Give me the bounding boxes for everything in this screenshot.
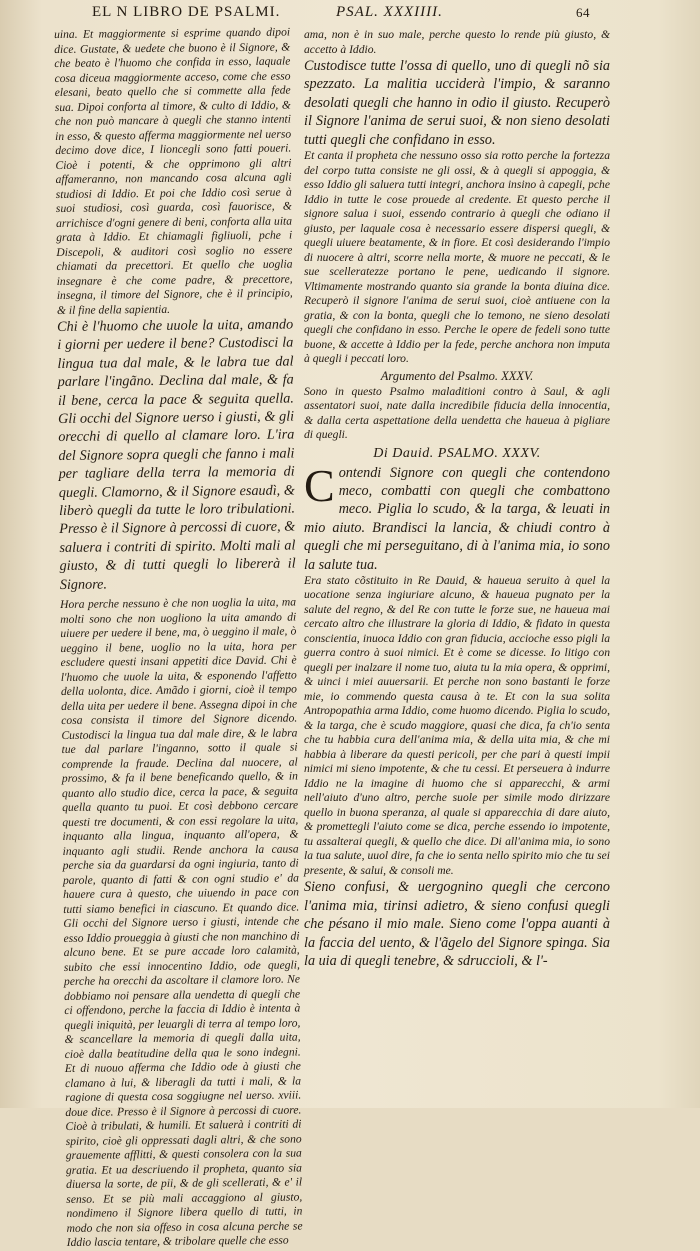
commentary-paragraph: Hora perche nessuno è che non uoglia la uita, ma molti sono che non uogliono la uita amando di uiuere per uedere il bene, ma, ò ueggino il male, ò ueggino il bene, uoglio no la uita, hora per escludere questi insani appetiti dice David. Chi è l'huomo che uuole la uita, & esponendo l'affetto della uolonta, dice. Amãdo i giorni, cioè il tempo della uita per uedere il bene. Assegna dipoi in che cosa consista il timore del Signore dicendo. Custodisci la lingua tua dal male dire, & le labra tue dal parlare l'inganno, sotto il quale si comprende la fraude. Declina dal nuocere, al prossimo, & fa il bene beneficando quello, & in quanto allo studio dice, cerca la pace, & seguita quella quanto tu puoi. Et così debbono cercare questi tre documenti, & con essi regolare la uita, inquanto alla lingua, inquanto all'opera, & inquanto agli studii. Rende anchora la causa perche sia da guardarsi da ogni ingiuria, tanto di parole, quanto di fatti & con ogni studio e' da hauere cura à questo, che uiuendo in pace con tutti siamo benefici in ciascuno. Et quando dice. Gli occhi del Signore uerso i giusti, intende che esso Iddio proueggia à giusti che non manchino di alcuno bene. Et se pure accade loro calamità, subito che essi innocentino Iddio, ode quegli, perche ha orecchi da ascoltare il clamore loro. Ne dobbiamo noi pensare alla uendetta di quegli che ci offendono, perche la faccia di Iddio è intenta à quegli iniquità, per leuargli di terra al tempo loro, & scancellare la memoria di quegli dalla uita, cioè dalla beatitudine della qua le sono indegni. Et di nuouo afferma che Iddio ode à giusti che clamano à lui, & liberagli da tutti i mali, & la ragione di questa cosa soggiugne nel uerso. xviii. doue dice. Presso è il Signore à percossi di cuore. Cioè à tribulati, & humili. Et saluerà i contriti di spirito, cioè gli oppressati dagli altri, & che sono grauemente afflitti, & questi consolera con la sua gratia. Et ua descriuendo il propheta, quanto sia diuersa la sorte, de pii, & de gli scellerati, & e' il senso. Et se più mali accaggiono al giusto, nondimeno il Signore libera quello di tutti, in modo che non sia offeso in cosa alcuna perche se Iddio lascia tentare, & tribolare quelle che esso — [59, 595, 303, 1250]
psalm-verse-paragraph: Chi è l'huomo che uuole la uita, amando i giorni per uedere il bene? Custodisci la lingua tua dal male, & le labra tue dal parlare l'ingãno. Declina dal male, & fa il bene, cerca la pace & seguita quella. Gli occhi del Signore uerso i giusti, & gli orecchi di quello al clamare loro. L'ira del Signore sopra quegli che fanno i mali per tagliare della terra la memoria di quegli. Clamorno, & il Signore esaudì, & liberò quegli da tutte le loro tribulationi. Presso è il Signore à percossi di cuore, & saluera i contriti di spirito. Molti mali al giusto, & di tutti quegli lo libererà il Signore. — [57, 316, 296, 593]
left-column — [54, 25, 303, 1250]
argument-heading: Argumento del Psalmo. XXXV. — [380, 368, 534, 383]
commentary-paragraph: uina. Et maggiormente si esprime quando dipoi dice. Gustate, & uedete che buono è il Signore, & che beato è l'huomo che confida in esso, laquale cosa diceua maggiormente acceso, come che esso elesani, beato quello che si commette alla fede sua. Dipoi conforta al timore, & culto di Iddio, & che non può mancare à quegli che stanno intenti in esso, & questo afferma maggiormente nel uerso decimo dove dice, I lioncegli sono fatti poueri. Cioè i potenti, & che opprimono gli altri affameranno, non mancando cosa alcuna agli studiosi di Iddio. Et poi che Iddio così serue à suoi studiosi, così guarda, così fauorisce, & arrichisce d'ogni genere di beni, conforta alla uita grata à Iddio. Et chiamagli figliuoli, pche i Discepoli, & auditori così soglio no essere chiamati da precettori. Et quello che uoglia insegnare è che come padre, & precettore, insegna, il timore del Signore, che è il principio, & il fine della sapientia. — [54, 25, 293, 317]
running-head-title: EL N LIBRO DE PSALMI. — [92, 4, 281, 20]
right-column — [304, 28, 610, 1078]
psalm-opening-verse — [304, 459, 610, 574]
argument-paragraph: Sono in questo Psalmo maladitioni contro à Saul, & agli assentatori suoi, nate dalla incredibile fiducia della innocentia, & dalla certa aspettatione della uendetta che haueua à pigliare di quegli. — [304, 384, 610, 442]
running-head — [0, 2, 700, 24]
page-number: 64 — [576, 5, 590, 20]
commentary-paragraph: ama, non è in suo male, perche questo lo rende più giusto, & accetto à Iddio. — [304, 28, 610, 56]
running-head-psalm: PSAL. XXXIIII. — [336, 4, 443, 20]
psalm-title: Di Dauid. PSALMO. XXXV. — [373, 445, 541, 461]
psalm-opening-text: ontendi Signore con quegli che contendono meco, combatti con quegli che combattono meco. Piglia lo scudo, & la targa, & leuati in mio aiuto. Brandisci la lancia, & chiudi contro à quegli che mi perseguitano, di à l'anima mia, io sono la salute tua. — [304, 464, 610, 573]
commentary-paragraph: Era stato cõstituito in Re Dauid, & haueua seruito à quel la uocatione senza ingiuriare alcuno, & haueua pugnato per la salute del regno, & del Re con tutte le forze sue, ne haueua mai cercato altro che illustrare la gloria di Iddio, & fidato in questa conscientia, inuoca Iddio con gran fiducia, accioche esso pigli la guerra contro à suoi nimici. Et è come se dicesse. Io litigo con quegli per inalzare il nome tuo, aiuta tu la mia opera, & opprimi, & uinci i miei auuersarii. Et perche non sono bastanti le forze mie, io commendo questa causa à te. Et con la sua solita Antropopathia arma Iddio, come huomo dicendo. Piglia lo scudo, & la targa, che è scudo maggiore, quasi che dica, fa ch'io senta che tu habbia cura dell'anima mia, & della uita mia, & che mi habbia à liberare da questi pericoli, per che pari à questi impii nimici mi sieno impotente, & che tu cessi. Et perseuera à indurre Iddio ne la imagine di huomo che si apparecchi, & armi nell'aiuto d'uno altro, perche suole per simile modo dirizzare quello in buona speranza, al quale si apparecchia di dare aiuto, & promettegli l'aiuto come se dica, perche essendo io impotente, tu assalterai quegli, & quello che dice. Di all'anima mia, io sono la tua salute, uuol dire, fa che io senta nello spirito mio che tu sei presente, & salui, & consoli me. — [304, 573, 610, 877]
psalm-verse-paragraph: Custodisce tutte l'ossa di quello, uno di quegli nõ sia spezzato. La malitia ucciderà l'impio, & saranno desolati quegli che hanno in odio il giusto. Recuperò il Signore l'anima de serui suoi, & non sieno desolati tutti quegli che confidano in esso. — [304, 58, 610, 148]
psalm-verse-paragraph: Sieno confusi, & uergognino quegli che cercono l'anima mia, tirinsi adietro, & sieno confusi quegli che pésano il mio male. Sieno come l'oppa auanti à la faccia del uento, & l'ãgelo del Signore spinga. Sia la uia di quegli tenebre, & sdruccioli, & l'- — [304, 879, 610, 970]
drop-cap: C — [304, 459, 335, 511]
commentary-paragraph: Et canta il propheta che nessuno osso sia rotto perche la fortezza del corpo tutta consiste ne gli ossi, & à quegli si appoggia, & esso Iddio gli saluera tutti integri, anchora insino à capegli, pche Iddio in tutte le cose prouede al credente. Et questo perche il signore salua i suoi, essendo contrario à quegli che odiano il giusto, per laquale cosa è necessario essere dispersi quegli, & quegli uiuere beatamente, & in fiore. Et così desiderando l'impio di nuocere à altri, scorre nella morte, & muore ne peccati, & le sue scelleratezze portano le pene, uedicando il signore. Vltimamente mostrando quanto sia grande la bonta diuina dice. Recuperò il signore l'anima de serui suoi, cioè antiuene con la gratia, & con la bonta, quegli che lo temono, ne sieno desolati quegli che confidano in esso. Perche le opere de fedeli sono tutte buone, & accette à Iddio per la fede, perche anchora non imputa à quegli i peccati loro. — [304, 149, 610, 366]
